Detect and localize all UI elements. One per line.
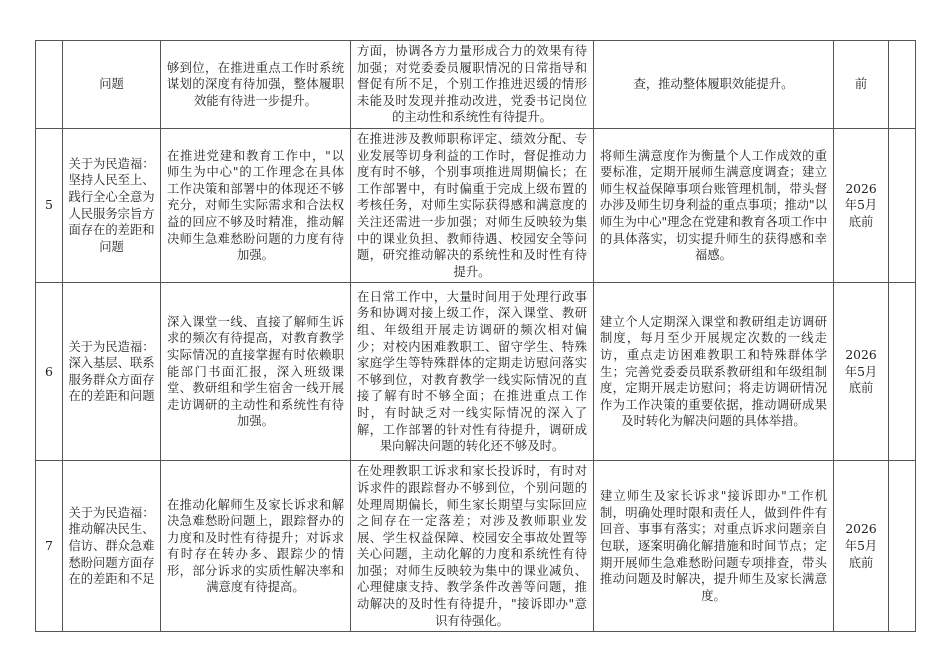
- note-cell: [889, 41, 916, 129]
- deadline: 2026年5月底前: [834, 461, 889, 632]
- note-cell: [889, 128, 916, 282]
- deadline: 2026年5月底前: [834, 283, 889, 461]
- table-row: [36, 41, 916, 129]
- problem-category: 问题: [63, 41, 161, 129]
- rectification-measures: 查，推动整体履职效能提升。: [594, 41, 834, 129]
- row-number: 5: [36, 128, 63, 282]
- problem-manifestation: 深入课堂一线、直接了解师生诉求的频次有待提高，对教育教学实际情况的直接掌握有时依赖职能部门书面汇报，深入班级课堂、教研组和学生宿舍一线开展走访调研的主动性和系统性有待加强。: [161, 283, 351, 461]
- rectification-table: [35, 40, 916, 632]
- note-cell: [889, 283, 916, 461]
- problem-category: 关于为民造福：推动解决民生、信访、群众急难愁盼问题方面存在的差距和不足: [63, 461, 161, 632]
- problem-detail: 在日常工作中，大量时间用于处理行政事务和协调对接上级工作，深入课堂、教研组、年级组开展走访调研的频次相对偏少；对校内困难教职工、留守学生、特殊家庭学生等特殊群体的定期走访慰问落实不够到位，对教育教学一线实际情况的直接了解有时不够全面；在推进重点工作时，有时缺乏对一线实际情况的深入了解，工作部署的针对性有待提升，调研成果向解决问题的转化还不够及时。: [351, 283, 594, 461]
- note-cell: [889, 461, 916, 632]
- rectification-measures: 将师生满意度作为衡量个人工作成效的重要标准，定期开展师生满意度调查；建立师生权益保障事项台账管理机制，带头督办涉及师生切身利益的重点事项；推动"以师生为中心"理念在党建和教育各项工作中的具体落实，切实提升师生的获得感和幸福感。: [594, 128, 834, 282]
- row-number: 6: [36, 283, 63, 461]
- problem-manifestation: 在推进党建和教育工作中，"以师生为中心"的工作理念在具体工作决策和部署中的体现还不够充分，对师生实际需求和合法权益的回应不够及时精准，推动解决师生急难愁盼问题的力度有待加强。: [161, 128, 351, 282]
- table-row: [36, 283, 916, 461]
- problem-detail: 在推进涉及教师职称评定、绩效分配、专业发展等切身利益的工作时，督促推动力度有时不够，个别事项推进周期偏长；在工作部署中，有时偏重于完成上级布置的考核任务，对师生实际获得感和满意度的关注还需进一步加强；对师生反映较为集中的课业负担、教师待遇、校园安全等问题，研究推动解决的系统性和及时性有待提升。: [351, 128, 594, 282]
- problem-detail: 在处理教职工诉求和家长投诉时，有时对诉求件的跟踪督办不够到位，个别问题的处理周期偏长，师生家长期望与实际回应之间存在一定落差；对涉及教师职业发展、学生权益保障、校园安全事故处置等关心问题，主动化解的力度和系统性有待加强；对师生反映较为集中的课业减负、心理健康支持、教学条件改善等问题，推动解决的及时性有待提升，"接诉即办"意识有待强化。: [351, 461, 594, 632]
- rectification-measures: 建立个人定期深入课堂和教研组走访调研制度，每月至少开展规定次数的一线走访，重点走访困难教职工和特殊群体学生；完善党委委员联系教研组和年级组制度，定期开展走访慰问；将走访调研情况作为工作决策的重要依据，推动调研成果及时转化为解决问题的具体举措。: [594, 283, 834, 461]
- deadline: 前: [834, 41, 889, 129]
- problem-manifestation: 够到位，在推进重点工作时系统谋划的深度有待加强，整体履职效能有待进一步提升。: [161, 41, 351, 129]
- problem-detail: 方面，协调各方力量形成合力的效果有待加强；对党委委员履职情况的日常指导和督促有所不足，个别工作推进迟缓的情形未能及时发现并推动改进，党委书记岗位的主动性和系统性有待提升。: [351, 41, 594, 129]
- deadline: 2026年5月底前: [834, 128, 889, 282]
- problem-manifestation: 在推动化解师生及家长诉求和解决急难愁盼问题上，跟踪督办的力度和及时性有待提升；对诉求有时存在转办多、跟踪少的情形，部分诉求的实质性解决率和满意度有待提高。: [161, 461, 351, 632]
- row-number: [36, 41, 63, 129]
- table-row: [36, 461, 916, 632]
- row-number: 7: [36, 461, 63, 632]
- problem-category: 关于为民造福：坚持人民至上、践行全心全意为人民服务宗旨方面存在的差距和问题: [63, 128, 161, 282]
- rectification-measures: 建立师生及家长诉求"接诉即办"工作机制，明确处理时限和责任人，做到件件有回音、事事有落实；对重点诉求问题亲自包联，逐案明确化解措施和时间节点；定期开展师生急难愁盼问题专项排查，带头推动问题及时解决，提升师生及家长满意度。: [594, 461, 834, 632]
- problem-category: 关于为民造福：深入基层、联系服务群众方面存在的差距和问题: [63, 283, 161, 461]
- table-row: [36, 128, 916, 282]
